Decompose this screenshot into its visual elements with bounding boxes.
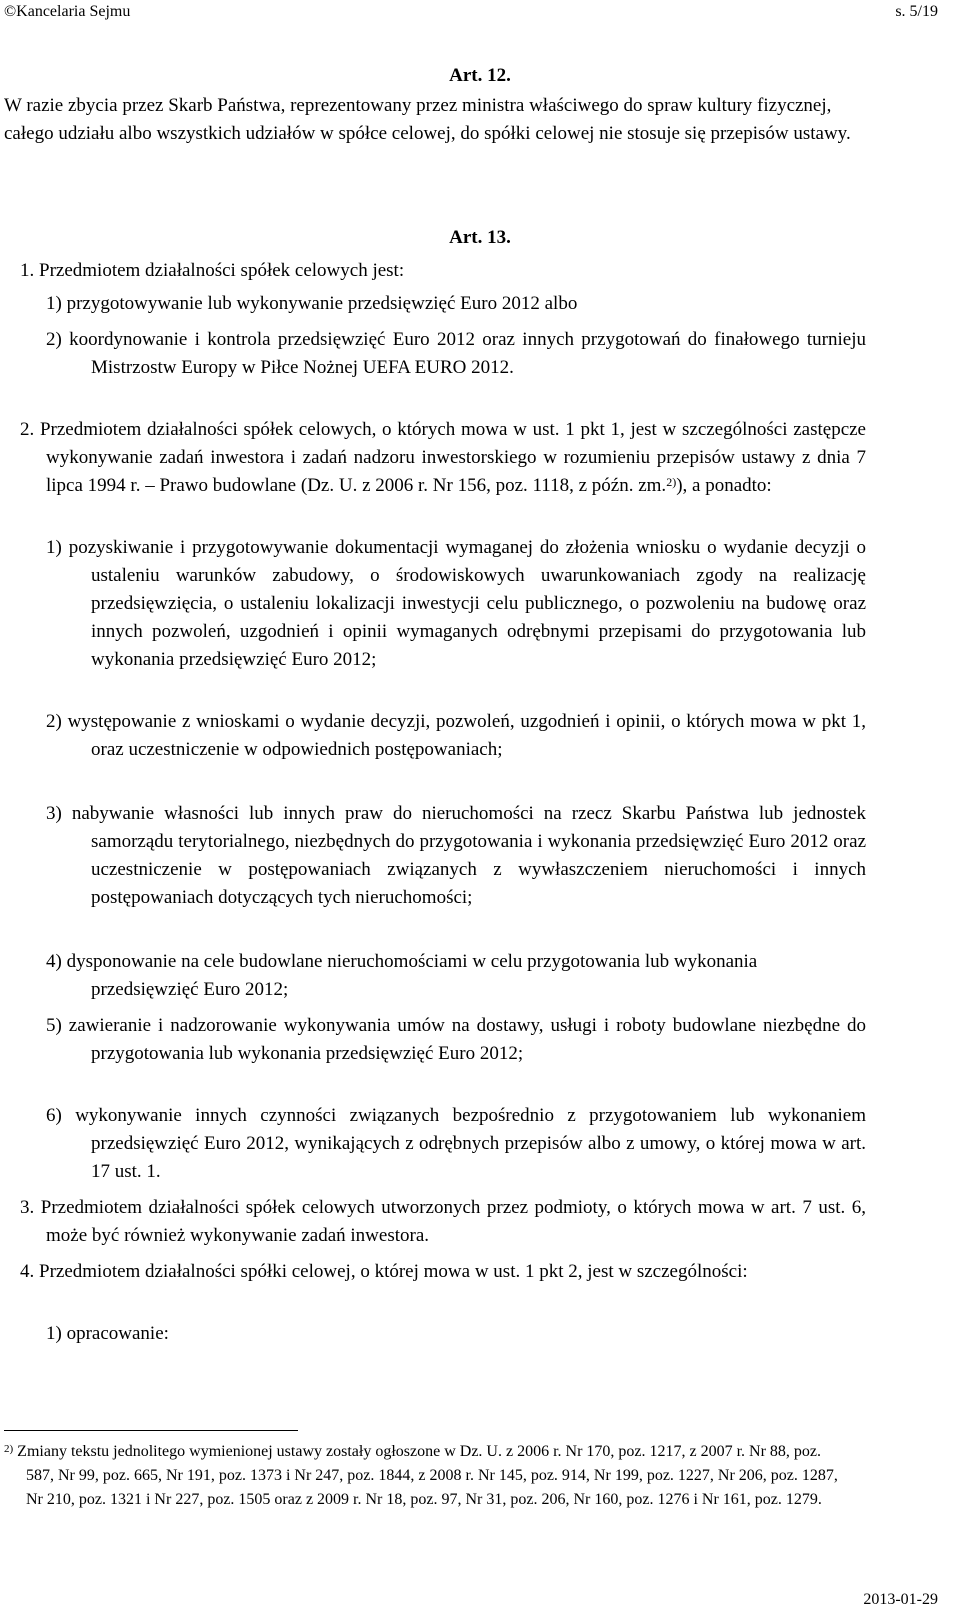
art13-ust2-text-after: ), a ponadto: [676,475,772,496]
art13-ust3-text: 3. Przedmiotem działalności spółek celowych utworzonych przez podmioty, o których mowa w art. 7 ust. 6, może być również wykonywanie zadań inwestora. [20,1197,866,1246]
art13-ust1-text: 1. Przedmiotem działalności spółek celowych jest: [20,260,405,281]
header-publisher: ©Kancelaria Sejmu [4,3,131,20]
article-13-title: Art. 13. [449,227,511,248]
footnote-text: Zmiany tekstu jednolitego wymienionej ustawy zostały ogłoszone w Dz. U. z 2006 r. Nr 170, poz. 1217, z 2007 r. Nr 88, poz. 587, Nr 99, poz. 665, Nr 191, poz. 1373 i Nr 247, poz. 1844, z 2008 r. Nr 145, poz. 914, Nr 199, poz. 1227, Nr 206, poz. 1287, Nr 210, poz. 1321 i Nr 227, poz. 1505 oraz z 2009 r. Nr 18, poz. 97, Nr 31, poz. 206, Nr 160, poz. 1276 i Nr 161, poz. 1279. [17,1443,838,1508]
art13-ust2-item-4: 4) dysponowanie na cele budowlane nieruchomościami w celu przygotowania lub wykonania przedsięwzięć Euro 2012; [46,951,758,1000]
art13-ust4-item-1: 1) opracowanie: [46,1323,169,1344]
art13-ust2-item-5: 5) zawieranie i nadzorowanie wykonywania umów na dostawy, usługi i roboty budowlane niezbędne do przygotowania lub wykonania przedsięwzięć Euro 2012; [46,1015,866,1064]
art13-ust2-item-2: 2) występowanie z wnioskami o wydanie decyzji, pozwoleń, uzgodnień i opinii, o których mowa w pkt 1, oraz uczestniczenie w odpowiednich postępowaniach; [46,711,866,760]
art13-ust1-item-1: 1) przygotowywanie lub wykonywanie przedsięwzięć Euro 2012 albo [46,293,578,314]
art13-ust2-item-1: 1) pozyskiwanie i przygotowywanie dokumentacji wymaganej do złożenia wniosku o wydanie decyzji o ustaleniu warunków zabudowy, o środowiskowych uwarunkowaniach zgody na realizację przedsięwzięcia, o ustaleniu lokalizacji inwestycji celu publicznego, o pozwoleniu na budowę oraz innych pozwoleń, uzgodnień i opinii wymaganych odrębnymi przepisami do przygotowania lub wykonania przedsięwzięć Euro 2012; [46,537,866,670]
footnote-mark: 2) [4,1443,14,1455]
art13-ust1-item-2: 2) koordynowanie i kontrola przedsięwzięć Euro 2012 oraz innych przygotowań do finałowego turnieju Mistrzostw Europy w Piłce Nożnej UEFA EURO 2012. [46,329,866,378]
art13-ust2-item-6: 6) wykonywanie innych czynności związanych bezpośrednio z przygotowaniem lub wykonaniem przedsięwzięć Euro 2012, wynikających z odrębnych przepisów albo z umowy, o której mowa w art. 17 ust. 1. [46,1105,866,1182]
footnote-separator [4,1430,298,1431]
footnote-2 [4,1440,850,1512]
article-12-title: Art. 12. [449,65,511,86]
art13-ust2-text [20,416,866,500]
header-page-number: s. 5/19 [895,3,938,20]
art13-ust2-item-3: 3) nabywanie własności lub innych praw do nieruchomości na rzecz Skarbu Państwa lub jednostek samorządu terytorialnego, niezbędnych do przygotowania i wykonania przedsięwzięć Euro 2012 oraz uczestniczenie w postępowaniach związanych z wywłaszczeniem nieruchomości i innych postępowaniach dotyczących tych nieruchomości; [46,803,866,908]
footer-date: 2013-01-29 [863,1591,938,1608]
footnote-ref-2: 2) [666,475,677,489]
article-12-text: W razie zbycia przez Skarb Państwa, reprezentowany przez ministra właściwego do spraw kultury fizycznej, całego udziału albo wszystkich udziałów w spółce celowej, do spółki celowej nie stosuje się przepisów ustawy. [4,95,851,144]
art13-ust4-text: 4. Przedmiotem działalności spółki celowej, o której mowa w ust. 1 pkt 2, jest w szczególności: [20,1261,748,1282]
art13-ust2-text-before: 2. Przedmiotem działalności spółek celowych, o których mowa w ust. 1 pkt 1, jest w szczególności zastępcze wykonywanie zadań inwestora i zadań nadzoru inwestorskiego w rozumieniu przepisów ustawy z dnia 7 lipca 1994 r. – Prawo budowlane (Dz. U. z 2006 r. Nr 156, poz. 1118, z późn. zm. [20,419,866,496]
